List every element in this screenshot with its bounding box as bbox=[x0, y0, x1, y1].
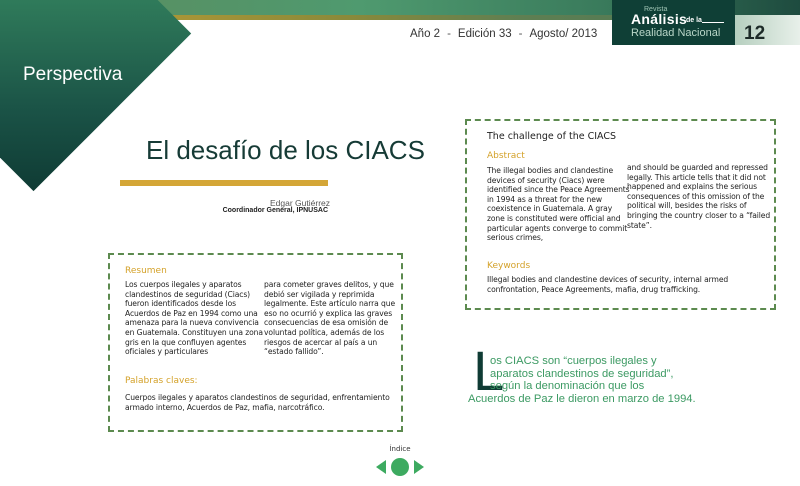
palabras-claves-text: Cuerpos ilegales y aparatos clandestinos de seguridad, enfrentamiento armado interno, Acuerdos de Paz, mafia, narcotráfico. bbox=[125, 393, 390, 412]
abstract-column-1: The illegal bodies and clandestine devices of security (Ciacs) were identified since the Peace Agreements in 1994 as a threat for the new coexistence in Guatemala. A gray zone is constituted were official and particular agents converge to commit serious crimes, bbox=[487, 166, 630, 243]
issue-date: Agosto/ 2013 bbox=[529, 28, 598, 40]
logo-realidad-nacional: Realidad Nacional bbox=[631, 27, 721, 39]
resumen-column-2: para cometer graves delitos, y que debió ser vigilada y reprimida legalmente. Este artículo narra que eso no ocurrió y explica las graves consecuencias de esa omisión de voluntad política, además de los riesgos de acercar al país a un “estado fallido”. bbox=[264, 280, 396, 357]
author-name: Edgar Gutiérrez bbox=[270, 198, 330, 208]
logo-analisis: Análisis bbox=[631, 11, 688, 27]
logo-de-la: de la bbox=[686, 17, 702, 24]
pull-quote bbox=[468, 355, 748, 405]
issue-year: Año 2 bbox=[410, 28, 441, 40]
pull-quote-line: aparatos clandestinos de seguridad”, bbox=[490, 367, 674, 380]
article-title: El desafío de los CIACS bbox=[146, 135, 425, 165]
page-number: 12 bbox=[744, 23, 766, 44]
resumen-column-1: Los cuerpos ilegales y aparatos clandestinos de seguridad (Ciacs) fueron identificados desde los Acuerdos de Paz en 1994 como una amenaza para la nueva convivencia en Guatemala. Constituyen una zona gris en la que confluyen agentes oficiales y particulares bbox=[125, 280, 263, 357]
abstract-heading: Abstract bbox=[487, 151, 525, 161]
author-role: Coordinador General, IPNUSAC bbox=[222, 207, 328, 214]
issue-separator: - bbox=[447, 28, 451, 40]
magazine-logo bbox=[612, 0, 735, 45]
keywords-text: Illegal bodies and clandestine devices of security, internal armed confrontation, Peace Agreements, mafia, drug trafficking. bbox=[487, 275, 729, 294]
logo-rule bbox=[702, 22, 724, 23]
title-underline bbox=[120, 180, 328, 186]
issue-edition: Edición 33 bbox=[457, 28, 512, 40]
index-link[interactable]: Índice bbox=[389, 445, 411, 453]
pull-quote-line: Acuerdos de Paz le dieron en marzo de 1994. bbox=[468, 392, 696, 405]
index-home-icon[interactable] bbox=[391, 458, 409, 476]
issue-info bbox=[410, 28, 597, 40]
next-page-icon[interactable] bbox=[414, 460, 424, 474]
abstract-title: The challenge of the CIACS bbox=[487, 131, 617, 142]
keywords-heading: Keywords bbox=[487, 261, 531, 271]
logo-revista: Revista bbox=[644, 6, 668, 13]
page-navigation bbox=[376, 445, 424, 453]
resumen-box bbox=[108, 253, 403, 432]
previous-page-icon[interactable] bbox=[376, 460, 386, 474]
resumen-heading: Resumen bbox=[125, 266, 167, 276]
abstract-box bbox=[465, 119, 776, 310]
pull-quote-line: según la denominación que los bbox=[490, 380, 645, 392]
section-label: Perspectiva bbox=[23, 64, 123, 85]
palabras-claves-heading: Palabras claves: bbox=[125, 376, 198, 386]
abstract-column-2: and should be guarded and repressed legally. This article tells that it did not happened and explains the serious consequences of this omission of the political will, besides the risks of bringing the country closer to a “failed state”. bbox=[627, 163, 771, 230]
pull-quote-line: os CIACS son “cuerpos ilegales y bbox=[490, 355, 657, 367]
pull-quote-dropcap: L bbox=[473, 339, 505, 402]
issue-separator: - bbox=[518, 28, 523, 40]
